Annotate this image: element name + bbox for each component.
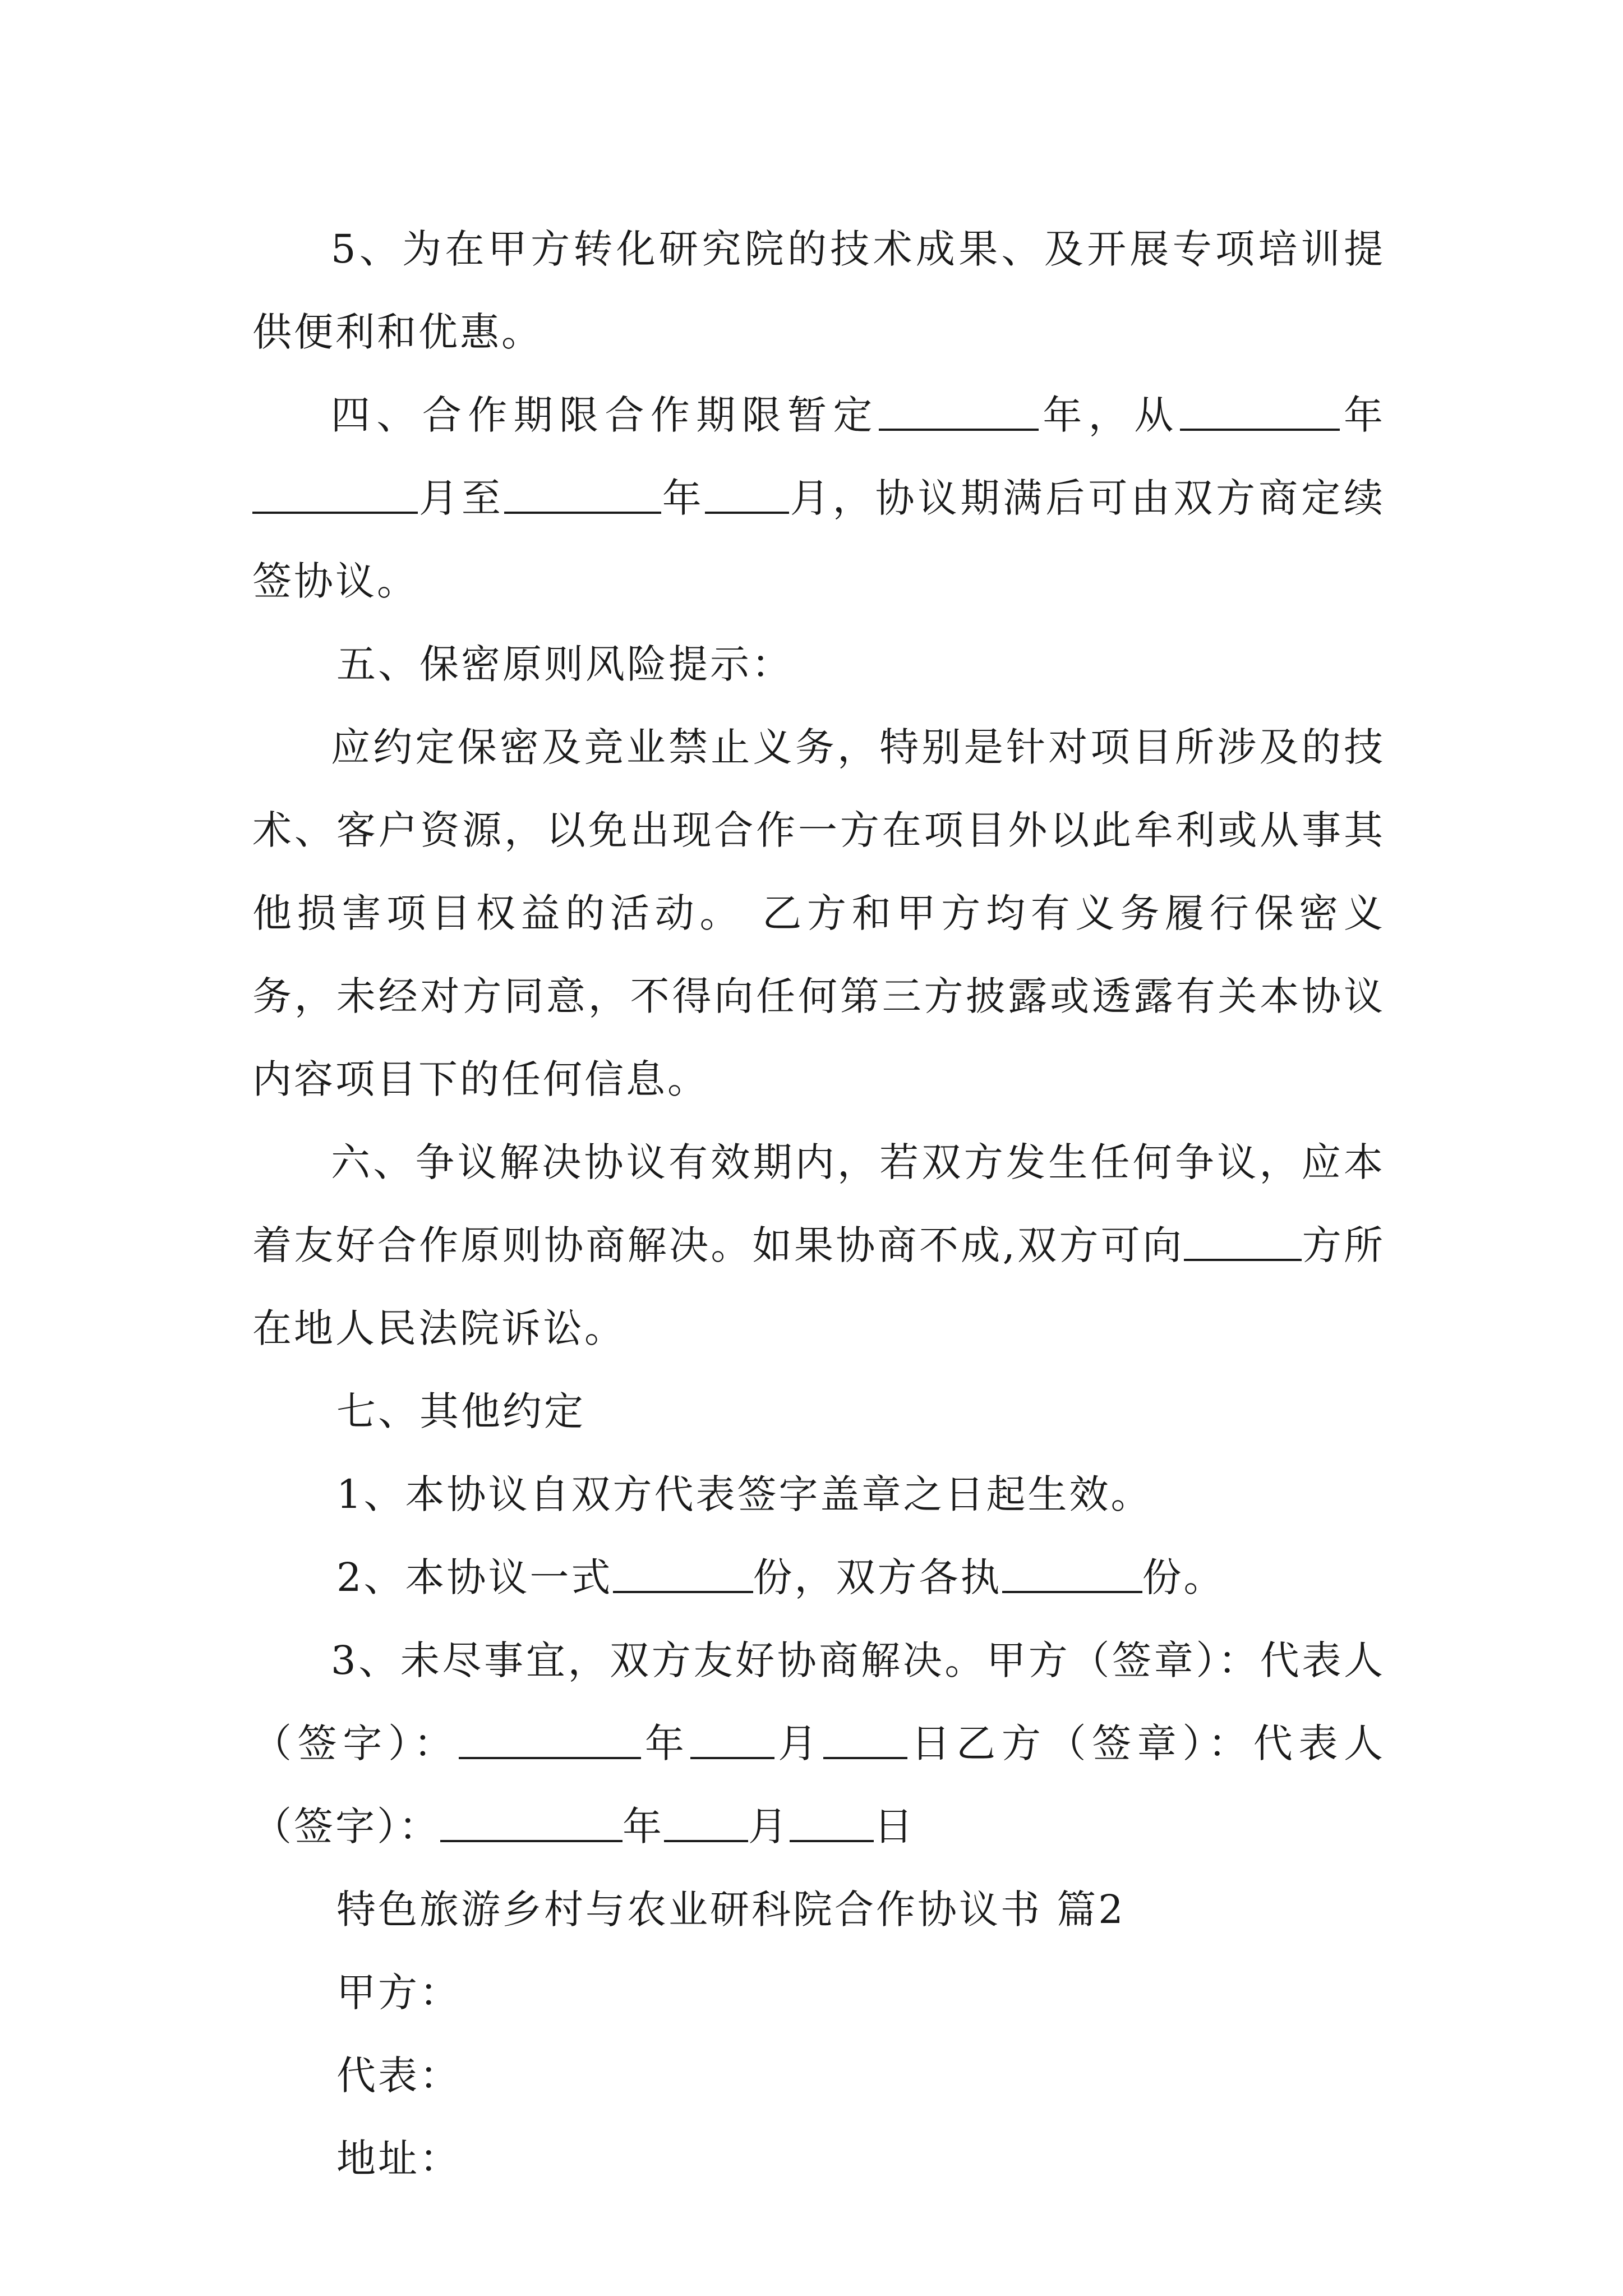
clause-2-copies	[252, 1536, 1385, 1619]
party-a-label: 甲方：	[336, 1970, 461, 2016]
text-segment: 月	[774, 1720, 823, 1766]
text-segment: 月至	[418, 475, 504, 521]
blank-line	[459, 1722, 641, 1759]
clause-5-paragraph: 5、为在甲方转化研究院的技术成果、及开展专项培训提供便利和优惠。	[252, 226, 1385, 355]
article-7-heading: 七、其他约定	[336, 1388, 585, 1434]
article-6-dispute-resolution	[252, 1121, 1385, 1370]
blank-line	[1184, 1223, 1302, 1261]
blank-line	[879, 393, 1039, 431]
clause-1-effective: 1、本协议自双方代表签字盖章之日起生效。	[336, 1471, 1152, 1517]
representative-label: 代表：	[336, 2053, 461, 2099]
blank-line	[790, 1805, 874, 1842]
article-4-cooperation-term	[252, 374, 1385, 623]
text-segment: 年	[623, 1803, 664, 1849]
text-segment: 四、合作期限合作期限暂定	[331, 392, 879, 438]
blank-line	[252, 476, 418, 514]
text-segment: 六、争议解决协议有效期内，若双方发生任何争议，应本着友好合作原则协商解决。如果协商不成,双方可向	[252, 1139, 1385, 1268]
address-label: 地址：	[336, 2136, 461, 2182]
section-title-part-2: 特色旅游乡村与农业研科院合作协议书 篇2	[336, 1887, 1126, 1932]
text-segment: 日乙方（签章）：代表人（签字）：	[252, 1720, 1386, 1849]
blank-line	[690, 1722, 774, 1759]
article-5-heading: 五、保密原则风险提示：	[336, 641, 793, 687]
document-page	[252, 208, 1385, 2200]
blank-line	[613, 1556, 753, 1593]
text-segment: 月	[748, 1803, 790, 1849]
text-segment: 份，双方各执	[753, 1554, 1002, 1600]
text-segment: 年	[661, 475, 705, 521]
blank-line	[823, 1722, 907, 1759]
blank-line	[664, 1805, 748, 1842]
text-segment: 年	[1339, 392, 1386, 438]
blank-line	[1002, 1556, 1142, 1593]
blank-line	[440, 1805, 623, 1842]
text-segment: 3、未尽事宜，双方友好协商解决。甲方（签章）：代表人（签字）：	[252, 1637, 1385, 1766]
text-segment: 月，协议期满后可由双方商定续签协议。	[252, 475, 1386, 604]
blank-line	[504, 476, 661, 514]
clause-3-signatures	[252, 1619, 1385, 1868]
text-segment: 日	[874, 1803, 915, 1849]
text-segment: 年	[641, 1720, 690, 1766]
confidentiality-paragraph: 应约定保密及竞业禁止义务，特别是针对项目所涉及的技术、客户资源，以免出现合作一方在项目外以此牟利或从事其他损害项目权益的活动。 乙方和甲方均有义务履行保密义务，未经对方同意，不得向任何第三方披露或透露有关本协议内容项目下的任何信息。	[252, 724, 1385, 1102]
blank-line	[705, 476, 789, 514]
text-segment: 方所在地人民法院诉讼。	[252, 1222, 1386, 1351]
text-segment: 2、本协议一式	[336, 1554, 613, 1600]
blank-line	[1180, 393, 1340, 431]
text-segment: 份。	[1142, 1554, 1225, 1600]
text-segment: 年，从	[1038, 392, 1180, 438]
